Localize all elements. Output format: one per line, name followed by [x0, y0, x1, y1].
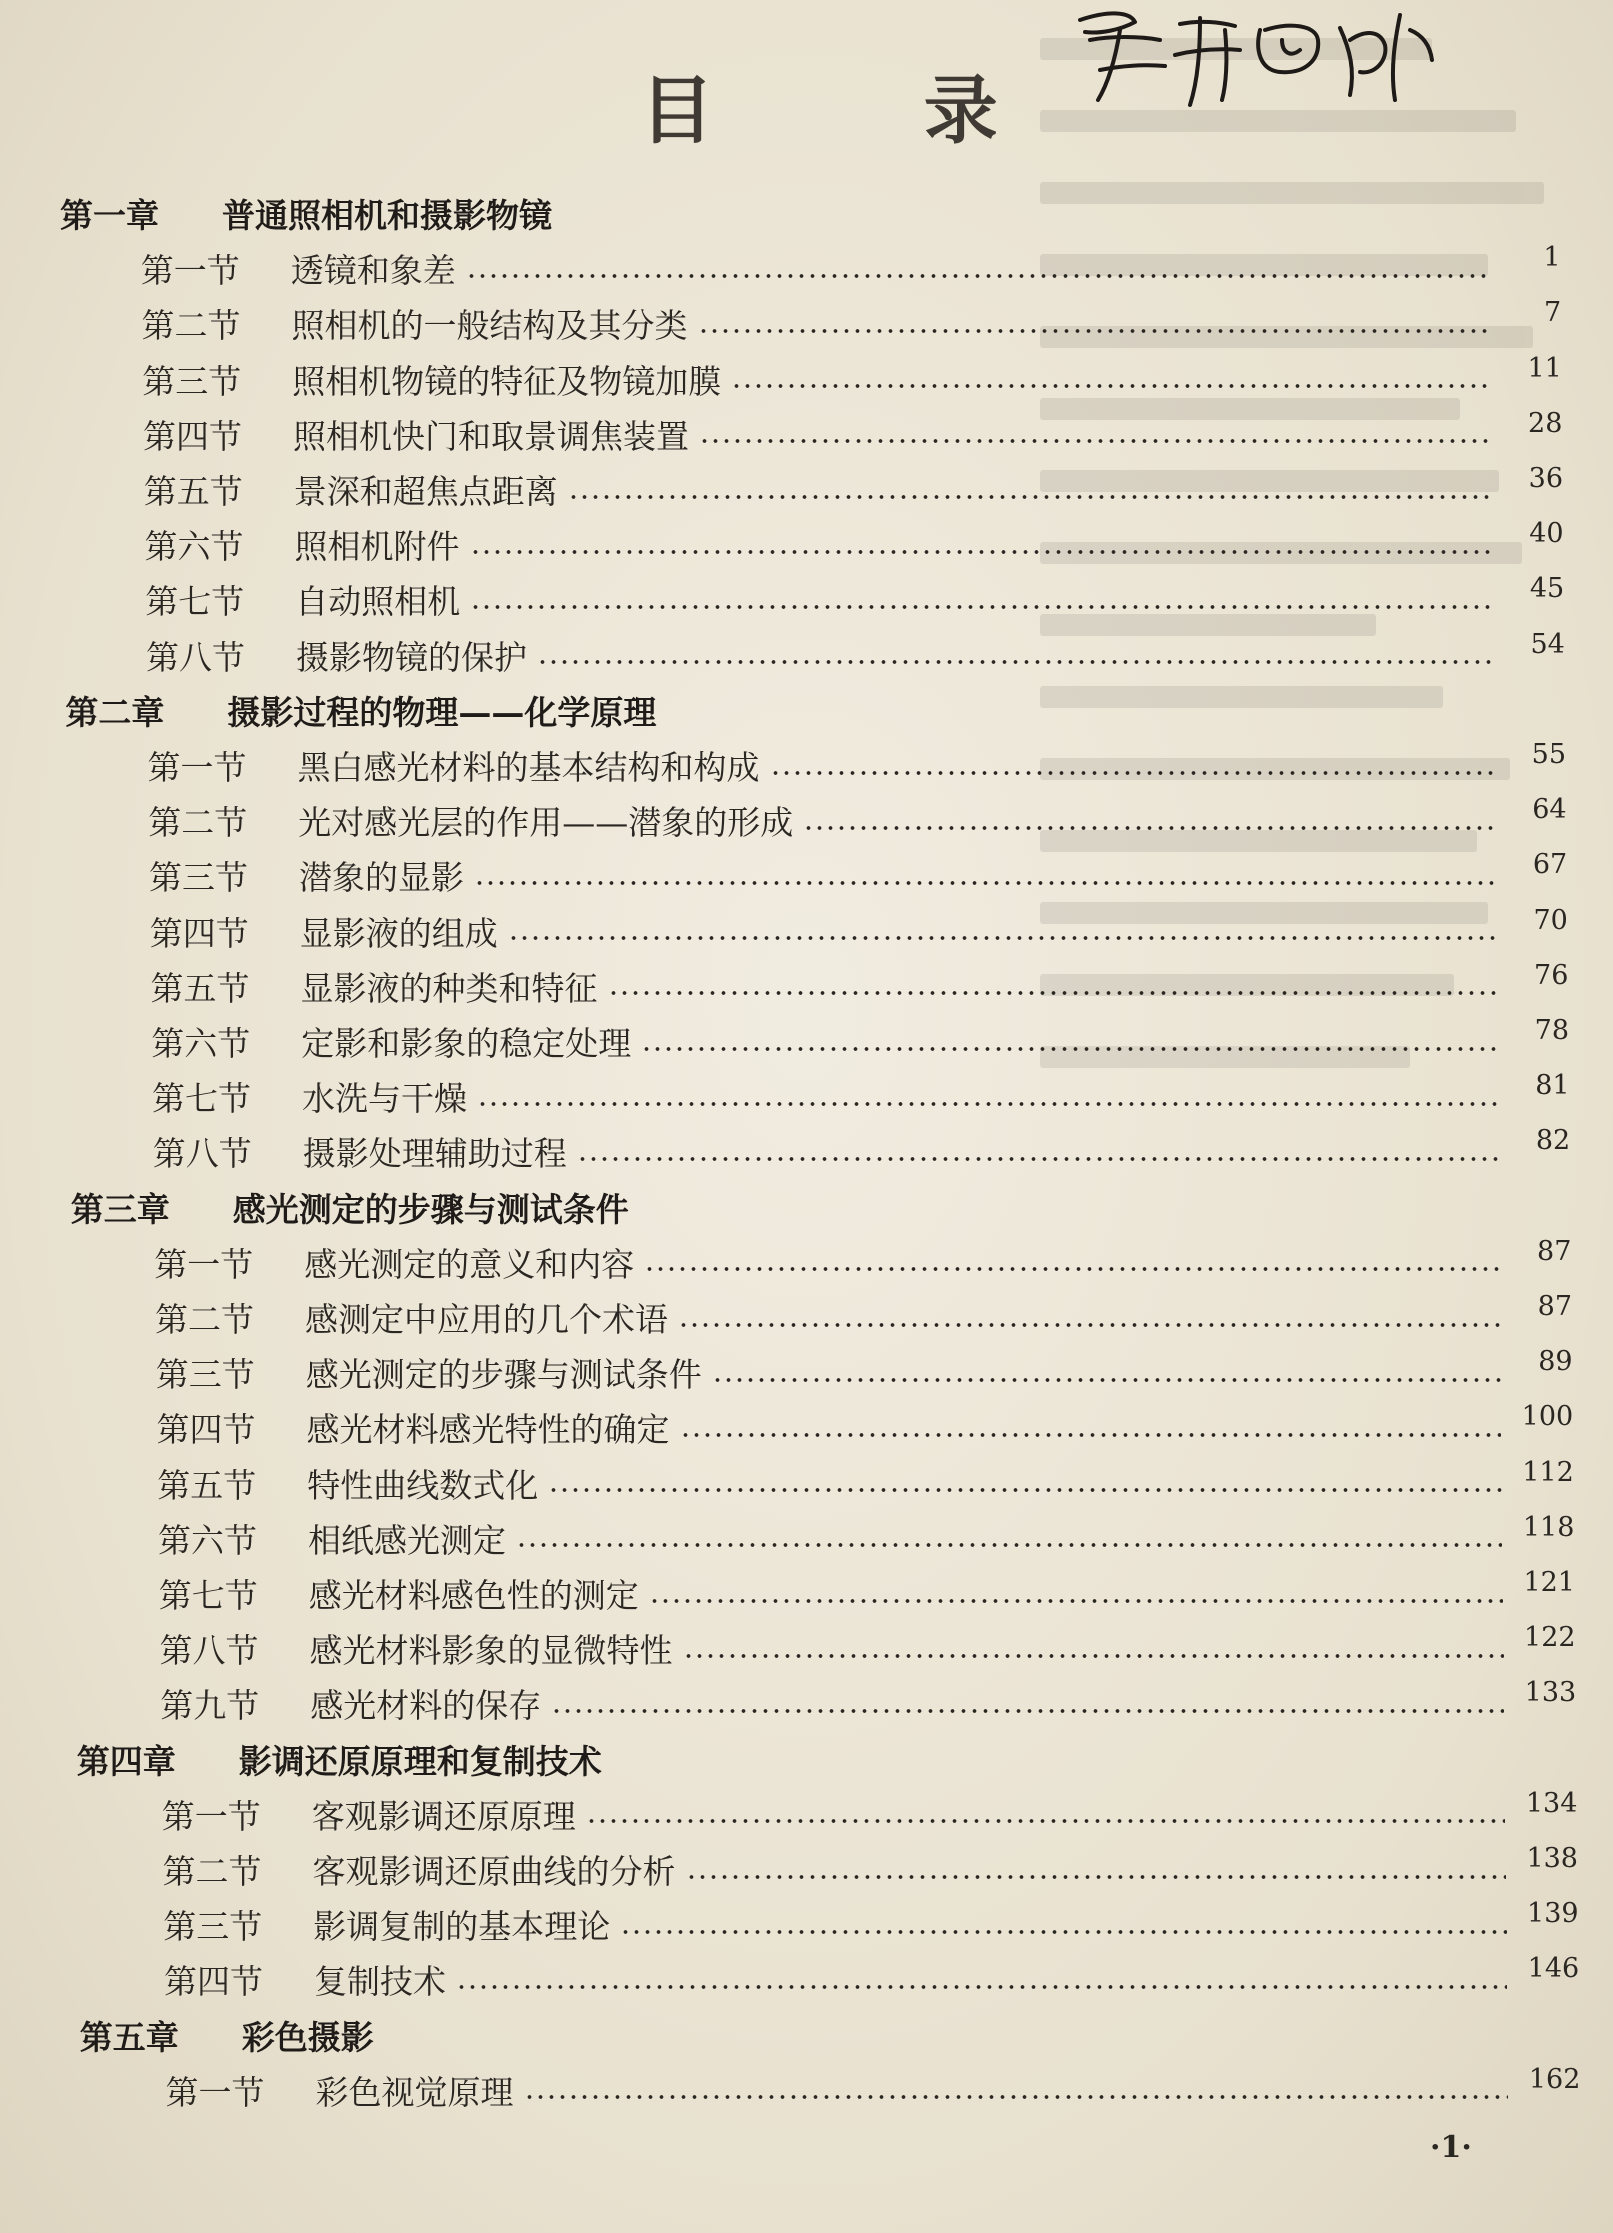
- toc-entry[interactable]: [158, 1567, 1575, 1617]
- toc-entry[interactable]: [156, 1401, 1574, 1451]
- toc-entry[interactable]: [162, 1843, 1579, 1893]
- section-title: 相纸感光测定: [308, 1520, 506, 1560]
- page-ref: 138: [1526, 1843, 1578, 1874]
- section-number: 第三节: [163, 1907, 263, 1947]
- page-ref: 118: [1522, 1511, 1575, 1543]
- section-number: 第二节: [141, 306, 241, 346]
- chapter-number: 第三章: [70, 1189, 170, 1229]
- toc-entry[interactable]: [163, 1898, 1579, 1948]
- toc-entry[interactable]: [148, 794, 1567, 844]
- section-number: 第四节: [143, 416, 242, 456]
- section-title: 水洗与干燥: [302, 1079, 467, 1119]
- leader-dots: [470, 550, 1492, 554]
- section-number: 第四节: [164, 1962, 263, 2002]
- leader-dots: [698, 329, 1490, 333]
- chapter-title: 摄影过程的物理——化学原理: [227, 692, 657, 732]
- leader-dots: [608, 991, 1497, 995]
- page-ref: 70: [1533, 904, 1568, 936]
- section-number: 第八节: [152, 1134, 252, 1174]
- toc-entry[interactable]: [150, 959, 1569, 1010]
- section-number: 第七节: [145, 582, 245, 622]
- leader-dots: [577, 1157, 1498, 1161]
- section-title: 感测定中应用的几个术语: [305, 1300, 668, 1339]
- section-title: 自动照相机: [295, 582, 461, 622]
- toc-entry[interactable]: [141, 297, 1562, 347]
- section-title: 定影和影象的稳定处理: [301, 1024, 632, 1063]
- toc-entry[interactable]: [142, 352, 1562, 403]
- section-number: 第二节: [148, 803, 248, 843]
- page-ref: 82: [1535, 1125, 1571, 1157]
- toc-entry[interactable]: [143, 407, 1563, 458]
- toc-entry[interactable]: [152, 1125, 1571, 1175]
- section-title: 摄影处理辅助过程: [302, 1134, 567, 1174]
- page-ref: 54: [1530, 628, 1565, 660]
- leader-dots: [712, 1378, 1501, 1382]
- chapter-number: 第二章: [65, 692, 165, 732]
- chapter-heading: [60, 190, 552, 237]
- toc-entry[interactable]: [140, 242, 1561, 292]
- section-number: 第三节: [149, 858, 248, 898]
- section-number: 第八节: [159, 1631, 259, 1671]
- leader-dots: [686, 1875, 1507, 1879]
- section-number: 第六节: [144, 527, 244, 567]
- section-title: 感光材料影象的显微特性: [309, 1631, 673, 1671]
- toc-entry[interactable]: [149, 849, 1568, 899]
- leader-dots: [456, 1985, 1507, 1989]
- toc-entry[interactable]: [149, 904, 1568, 955]
- chapter-title: 普通照相机和摄影物镜: [222, 196, 552, 235]
- leader-dots: [644, 1267, 1499, 1271]
- section-number: 第四节: [156, 1410, 256, 1450]
- section-number: 第一节: [147, 748, 247, 787]
- page-ref: 28: [1528, 407, 1563, 439]
- page-ref: 78: [1534, 1015, 1569, 1046]
- toc-entry[interactable]: [144, 518, 1564, 568]
- toc-entry[interactable]: [159, 1622, 1576, 1672]
- section-number: 第六节: [151, 1024, 251, 1063]
- leader-dots: [548, 1488, 1502, 1492]
- leader-dots: [620, 1930, 1506, 1934]
- section-title: 显影液的组成: [299, 913, 498, 953]
- leader-dots: [641, 1047, 1497, 1051]
- section-number: 第三节: [155, 1355, 255, 1395]
- section-number: 第五节: [143, 472, 243, 511]
- section-number: 第五节: [150, 968, 250, 1008]
- toc-entry[interactable]: [158, 1511, 1575, 1562]
- chapter-heading: [65, 687, 656, 734]
- leader-dots: [474, 881, 1495, 885]
- section-title: 照相机快门和取景调焦装置: [293, 416, 689, 456]
- toc-entry[interactable]: [151, 1015, 1569, 1065]
- section-number: 第九节: [160, 1686, 260, 1726]
- page-ref: 11: [1527, 352, 1562, 384]
- section-number: 第一节: [161, 1796, 261, 1836]
- section-title: 客观影调还原曲线的分析: [312, 1852, 676, 1891]
- section-number: 第一节: [140, 251, 240, 291]
- section-number: 第四节: [149, 913, 249, 953]
- leader-dots: [568, 495, 1491, 499]
- toc-entry[interactable]: [161, 1787, 1578, 1838]
- toc-entry[interactable]: [146, 628, 1565, 679]
- section-number: 第五节: [157, 1465, 257, 1505]
- section-title: 客观影调还原原理: [311, 1796, 576, 1836]
- leader-dots: [516, 1543, 1502, 1547]
- section-title: 感光测定的步骤与测试条件: [305, 1355, 702, 1395]
- chapter-heading: [77, 1736, 602, 1783]
- section-title: 黑白感光材料的基本结构和构成: [297, 748, 760, 787]
- toc-entry[interactable]: [160, 1677, 1577, 1727]
- toc-entry[interactable]: [143, 463, 1563, 513]
- section-number: 第六节: [158, 1520, 257, 1560]
- leader-dots: [586, 1819, 1506, 1823]
- page-ref: 139: [1527, 1898, 1579, 1930]
- leader-dots: [508, 936, 1496, 940]
- chapter-heading: [71, 1184, 629, 1231]
- toc-entry[interactable]: [145, 573, 1565, 623]
- section-title: 照相机附件: [294, 527, 460, 567]
- leader-dots: [678, 1323, 1500, 1327]
- page-title: 目 录: [640, 68, 1090, 154]
- chapter-title: 影调还原原理和复制技术: [238, 1741, 602, 1781]
- page-ref: 146: [1527, 1953, 1580, 1985]
- page-ref: 133: [1524, 1677, 1577, 1709]
- section-title: 彩色视觉原理: [315, 2072, 514, 2112]
- page-ref: 112: [1522, 1456, 1574, 1488]
- section-number: 第二节: [155, 1300, 254, 1339]
- section-title: 摄影物镜的保护: [296, 637, 527, 677]
- toc-entry[interactable]: [155, 1346, 1573, 1396]
- page-ref: 121: [1523, 1567, 1575, 1598]
- page-ref: 87: [1537, 1291, 1572, 1322]
- leader-dots: [649, 1599, 1503, 1603]
- section-title: 感光测定的意义和内容: [304, 1244, 635, 1284]
- chapter-number: 第四章: [76, 1741, 176, 1781]
- page-ref: 134: [1525, 1787, 1578, 1819]
- toc-entry[interactable]: [157, 1456, 1574, 1507]
- section-number: 第八节: [146, 637, 245, 677]
- toc-entry[interactable]: [152, 1070, 1570, 1120]
- section-title: 特性曲线数式化: [307, 1465, 539, 1505]
- section-number: 第二节: [162, 1852, 262, 1891]
- leader-dots: [731, 384, 1490, 388]
- chapter-title: 感光测定的步骤与测试条件: [232, 1189, 629, 1229]
- section-number: 第一节: [154, 1244, 254, 1284]
- leader-dots: [524, 2095, 1509, 2099]
- section-number: 第一节: [165, 2072, 265, 2112]
- toc-entry[interactable]: [155, 1291, 1572, 1341]
- leader-dots: [699, 439, 1490, 443]
- page-ref: 89: [1538, 1346, 1573, 1378]
- page-ref: 55: [1531, 739, 1566, 770]
- page-ref: 100: [1521, 1401, 1574, 1433]
- leader-dots: [683, 1654, 1504, 1658]
- chapter-number: 第五章: [79, 2017, 179, 2057]
- section-number: 第七节: [158, 1576, 258, 1615]
- leader-dots: [477, 1102, 1498, 1106]
- toc-entry[interactable]: [165, 2063, 1581, 2114]
- page-ref: 7: [1544, 297, 1562, 329]
- leader-dots: [551, 1709, 1504, 1713]
- section-title: 透镜和象差: [290, 251, 456, 291]
- section-title: 显影液的种类和特征: [300, 968, 598, 1008]
- page-ref: 67: [1532, 849, 1568, 881]
- leader-dots: [466, 274, 1489, 278]
- page-ref: 36: [1528, 463, 1563, 494]
- section-title: 感光材料感色性的测定: [308, 1576, 639, 1615]
- toc-entry[interactable]: [164, 1953, 1580, 2003]
- leader-dots: [537, 660, 1493, 664]
- page-ref: 81: [1535, 1070, 1570, 1102]
- chapter-number: 第一章: [60, 196, 159, 235]
- section-title: 景深和超焦点距离: [293, 472, 558, 511]
- section-title: 潜象的显影: [299, 858, 464, 898]
- toc-entry[interactable]: [154, 1235, 1572, 1286]
- page-ref: 64: [1532, 794, 1567, 826]
- section-title: 光对感光层的作用——潜象的形成: [298, 803, 794, 843]
- section-number: 第三节: [142, 361, 242, 401]
- leader-dots: [803, 826, 1494, 830]
- page-number: ·1·: [1430, 2130, 1472, 2165]
- section-title: 感光材料的保存: [310, 1686, 542, 1726]
- page-ref: 40: [1529, 518, 1564, 550]
- chapter-title: 彩色摄影: [241, 2017, 374, 2057]
- page-ref: 45: [1529, 573, 1565, 605]
- page-ref: 76: [1534, 959, 1569, 991]
- page-ref: 87: [1537, 1235, 1572, 1267]
- page-ref: 162: [1528, 2063, 1581, 2095]
- section-title: 影调复制的基本理论: [313, 1907, 611, 1947]
- section-title: 照相机的一般结构及其分类: [291, 306, 688, 346]
- section-title: 照相机物镜的特征及物镜加膜: [292, 361, 722, 401]
- page-ref: 1: [1543, 242, 1561, 274]
- leader-dots: [680, 1433, 1502, 1437]
- leader-dots: [470, 605, 1492, 609]
- leader-dots: [770, 771, 1495, 775]
- section-number: 第七节: [152, 1079, 251, 1119]
- section-title: 感光材料感光特性的确定: [306, 1410, 670, 1450]
- toc-entry[interactable]: [147, 739, 1567, 789]
- chapter-heading: [80, 2012, 374, 2059]
- page-ref: 122: [1524, 1622, 1576, 1654]
- section-title: 复制技术: [314, 1962, 446, 2002]
